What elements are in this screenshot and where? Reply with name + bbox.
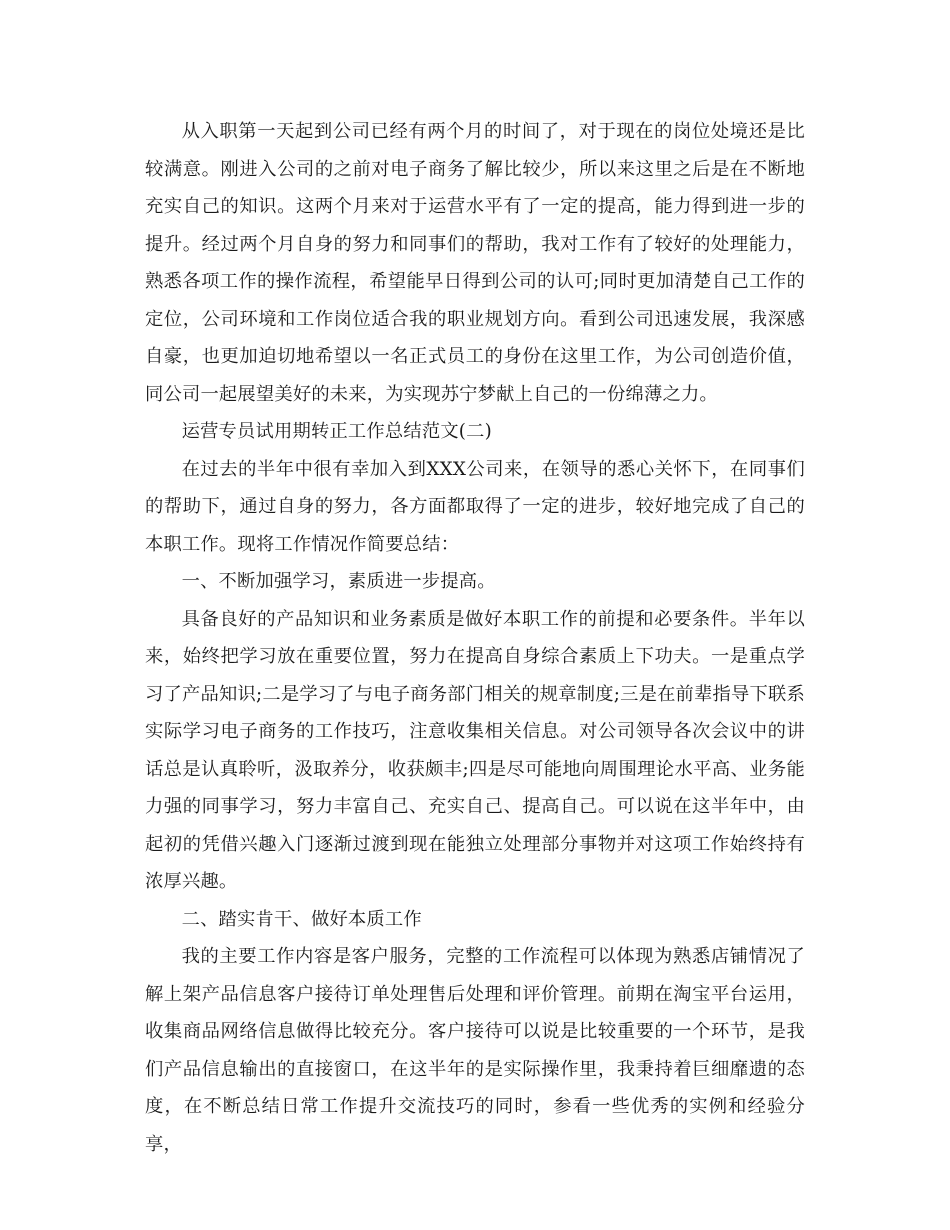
- document-body: [145, 113, 805, 1163]
- paragraph-overview: 在过去的半年中很有幸加入到XXX公司来，在领导的悉心关怀下，在同事们的帮助下，通过自身的努力，各方面都取得了一定的进步，较好地完成了自己的本职工作。现将工作情况作简要总结：: [145, 458, 805, 555]
- heading-study: 一、不断加强学习，素质进一步提高。: [181, 571, 496, 592]
- paragraph-study: 具备良好的产品知识和业务素质是做好本职工作的前提和必要条件。半年以来，始终把学习放在重要位置，努力在提高自身综合素质上下功夫。一是重点学习了产品知识;二是学习了与电子商务部门相关的规章制度;三是在前辈指导下联系实际学习电子商务的工作技巧，注意收集相关信息。对公司领导各次会议中的讲话总是认真聆听，汲取养分，收获颇丰;四是尽可能地向周围理论水平高、业务能力强的同事学习，努力丰富自己、充实自己、提高自己。可以说在这半年中，由起初的凭借兴趣入门逐渐过渡到现在能独立处理部分事物并对这项工作始终持有浓厚兴趣。: [145, 608, 805, 892]
- section-title-example-two: 运营专员试用期转正工作总结范文(二): [181, 421, 492, 442]
- paragraph-intro: 从入职第一天起到公司已经有两个月的时间了，对于现在的岗位处境还是比较满意。刚进入公司的之前对电子商务了解比较少，所以来这里之后是在不断地充实自己的知识。这两个月来对于运营水平有了一定的提高，能力得到进一步的提升。经过两个月自身的努力和同事们的帮助，我对工作有了较好的处理能力，熟悉各项工作的操作流程，希望能早日得到公司的认可;同时更加清楚自己工作的定位，公司环境和工作岗位适合我的职业规划方向。看到公司迅速发展，我深感自豪，也更加迫切地希望以一名正式员工的身份在这里工作，为公司创造价值，同公司一起展望美好的未来，为实现苏宁梦献上自己的一份绵薄之力。: [145, 121, 805, 405]
- heading-work: 二、踏实肯干、做好本质工作: [181, 908, 422, 930]
- paragraph-work: 我的主要工作内容是客户服务，完整的工作流程可以体现为熟悉店铺情况了解上架产品信息客户接待订单处理售后处理和评价管理。前期在淘宝平台运用，收集商品网络信息做得比较充分。客户接待可以说是比较重要的一个环节，是我们产品信息输出的直接窗口，在这半年的是实际操作里，我秉持着巨细靡遗的态度，在不断总结日常工作提升交流技巧的同时，参看一些优秀的实例和经验分享，: [145, 946, 805, 1155]
